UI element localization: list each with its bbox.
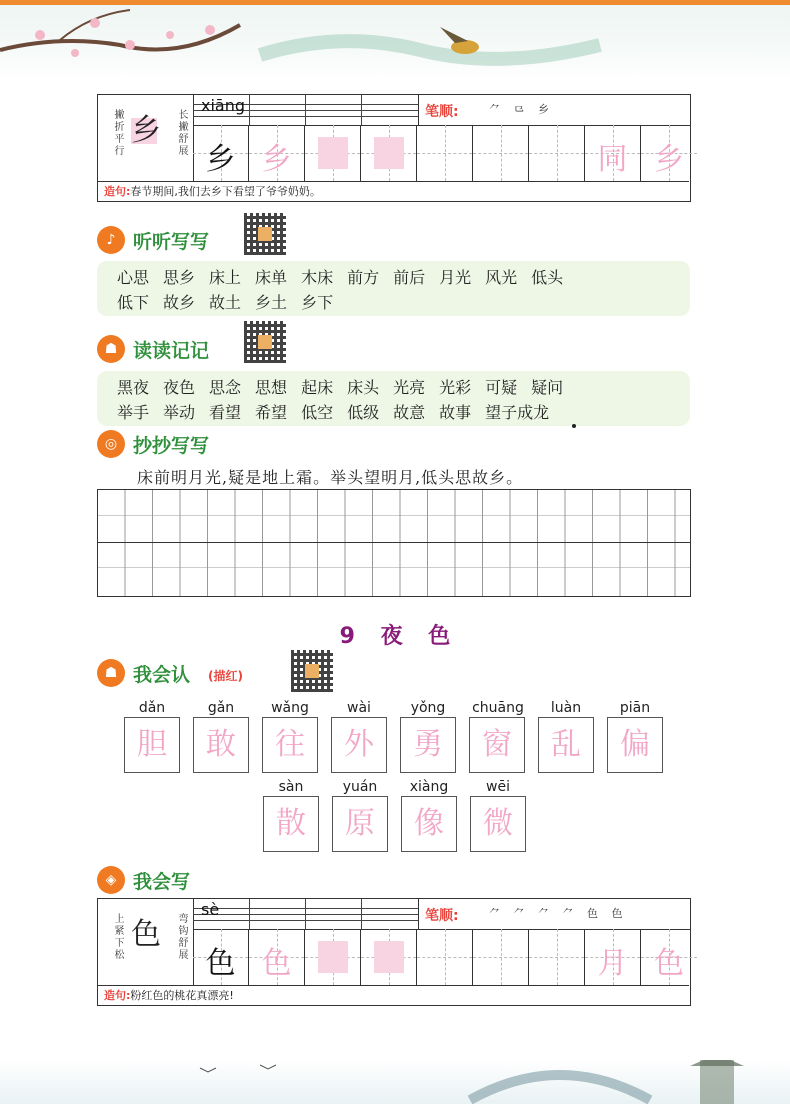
sentence-bar: [98, 985, 689, 1004]
emphasis-dot: [572, 424, 576, 428]
recognize-char[interactable]: yuán 原: [332, 778, 388, 852]
grid-cell[interactable]: 乡: [193, 125, 249, 181]
writing-grid: [193, 125, 697, 181]
pouch-icon: ◈: [97, 866, 125, 894]
recognize-char[interactable]: gǎn 敢: [193, 699, 249, 773]
sentence-bar: [98, 181, 689, 200]
grid-cell[interactable]: 乡: [249, 125, 305, 181]
section-title-listen: 听听写写: [133, 231, 210, 253]
qr-code-icon[interactable]: [291, 650, 333, 692]
recognize-char[interactable]: piān 偏: [607, 699, 663, 773]
word-panel-read: [97, 371, 690, 426]
section-title-write: 我会写: [133, 871, 191, 893]
model-char: 乡: [131, 113, 161, 148]
qr-code-icon[interactable]: [244, 321, 286, 363]
writing-box-se: [97, 898, 691, 1006]
pinyin-text: xiāng: [201, 96, 246, 115]
copy-grid[interactable]: [97, 489, 691, 597]
stroke-sequence: ⺈ ⺋ 乡: [489, 103, 554, 116]
pinyin-lines: [193, 899, 418, 930]
grid-cell[interactable]: 色: [193, 929, 249, 985]
section-title-read: 读读记记: [133, 340, 210, 362]
tip-right: 长撇舒展: [176, 109, 187, 157]
grid-cell[interactable]: [529, 125, 585, 181]
coin-icon: ◎: [97, 430, 125, 458]
grid-cell[interactable]: [361, 929, 417, 985]
plum-blossom-illustration: [0, 5, 790, 80]
stroke-order: [418, 899, 691, 930]
recognize-char[interactable]: wēi 微: [470, 778, 526, 852]
stroke-order: [418, 95, 691, 126]
recognize-char[interactable]: yǒng 勇: [400, 699, 456, 773]
grid-cell[interactable]: [305, 125, 361, 181]
footer-illustration: [0, 1060, 790, 1104]
lesson-title: 9 夜 色: [339, 624, 451, 649]
stroke-sequence: ⺈ ⺈ ⺈ ⺈ 色 色: [489, 907, 628, 920]
grid-cell[interactable]: 月: [585, 929, 641, 985]
word-panel-listen: [97, 261, 690, 316]
writing-box-xiang: [97, 94, 691, 202]
char-sidebar: [98, 899, 194, 985]
sentence-text: 粉红色的桃花真漂亮!: [130, 989, 234, 1002]
tip-left: 撇折平行: [112, 109, 123, 157]
qr-code-icon[interactable]: [244, 213, 286, 255]
lantern-icon: ☗: [97, 659, 125, 687]
recognize-char[interactable]: luàn 乱: [538, 699, 594, 773]
pinyin-lines: [193, 95, 418, 126]
word-row: 黑夜 夜色 思念 思想 起床 床头 光亮 光彩 可疑 疑问: [117, 378, 564, 397]
grid-cell[interactable]: [417, 929, 473, 985]
grid-cell[interactable]: [361, 125, 417, 181]
writing-grid: [193, 929, 697, 985]
grid-cell[interactable]: [305, 929, 361, 985]
tip-right: 弯钩舒展: [176, 913, 187, 961]
grid-cell[interactable]: 同: [585, 125, 641, 181]
ear-icon: ♪: [97, 226, 125, 254]
grid-cell[interactable]: [473, 125, 529, 181]
pinyin-text: sè: [201, 900, 220, 919]
stroke-order-label: 笔顺:: [425, 908, 459, 924]
recognize-char[interactable]: sàn 散: [263, 778, 319, 852]
poem-text: 床前明月光,疑是地上霜。举头望明月,低头思故乡。: [137, 468, 524, 487]
grid-cell[interactable]: [473, 929, 529, 985]
word-row: 低下 故乡 故土 乡土 乡下: [117, 293, 334, 312]
sentence-text: 春节期间,我们去乡下看望了爷爷奶奶。: [130, 185, 321, 198]
section-subtitle-trace: (描红): [208, 669, 243, 683]
recognize-char[interactable]: xiàng 像: [401, 778, 457, 852]
section-title-recognize: 我会认: [133, 664, 191, 686]
recognize-char[interactable]: wǎng 往: [262, 699, 318, 773]
grid-cell[interactable]: 色: [641, 929, 697, 985]
tip-left: 上紧下松: [112, 913, 123, 961]
word-row: 举手 举动 看望 希望 低空 低级 故意 故事 望子成龙: [117, 403, 550, 422]
model-char: 色: [131, 917, 161, 952]
recognize-char[interactable]: chuāng 窗: [469, 699, 527, 773]
grid-cell[interactable]: [529, 929, 585, 985]
bridge-pagoda-illustration: [0, 1060, 790, 1104]
grid-cell[interactable]: 乡: [641, 125, 697, 181]
sentence-label: 造句:: [104, 185, 131, 198]
word-row: 心思 思乡 床上 床单 木床 前方 前后 月光 风光 低头: [117, 268, 564, 287]
char-sidebar: [98, 95, 194, 181]
recognize-char[interactable]: dǎn 胆: [124, 699, 180, 773]
lantern-icon: ☗: [97, 335, 125, 363]
grid-cell[interactable]: [417, 125, 473, 181]
sentence-label: 造句:: [104, 989, 131, 1002]
grid-cell[interactable]: 色: [249, 929, 305, 985]
recognize-char[interactable]: wài 外: [331, 699, 387, 773]
stroke-order-label: 笔顺:: [425, 104, 459, 120]
section-title-copy: 抄抄写写: [133, 435, 210, 457]
header-illustration: [0, 5, 790, 80]
